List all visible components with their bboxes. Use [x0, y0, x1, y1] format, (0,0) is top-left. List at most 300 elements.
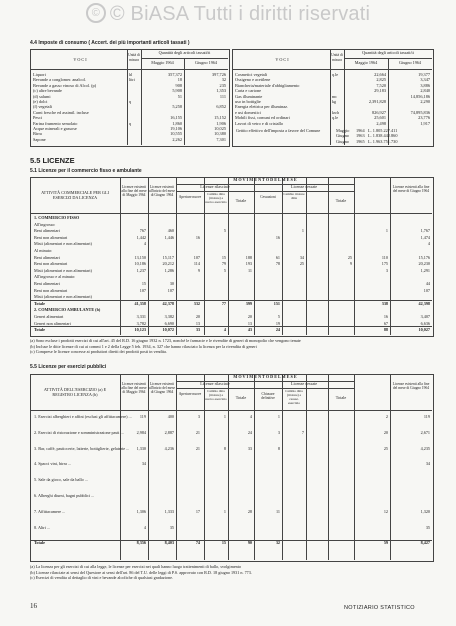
row-value: 1,474 — [420, 234, 430, 240]
item-may: 16,155 — [170, 115, 182, 121]
row-value: 2,671 — [420, 429, 430, 435]
row-value: 15 — [221, 540, 226, 546]
row-value: 1,442 — [136, 234, 146, 240]
row-label: Al minuto: — [34, 248, 53, 253]
gettito-year: 1964 — [356, 128, 365, 133]
row-value: 3 — [277, 429, 280, 435]
header-voci-left: V O C I — [73, 57, 87, 62]
row-value: 33 — [195, 327, 200, 333]
header-totale2: Totale — [335, 395, 347, 400]
gettito-value: L. 1.838.442.860 — [368, 133, 398, 139]
row-value: 74 — [195, 540, 200, 546]
header-maggio-right: Maggio 1964 — [354, 60, 378, 65]
row-value: 7 — [301, 429, 304, 435]
row-value: 1,306 — [136, 508, 146, 514]
item-may: 7,520 — [376, 82, 386, 88]
row-value: 20,212 — [162, 261, 174, 267]
section-44-title: 4.4 Imposte di consumo ( Accert. dei più importanti articoli tassati ) — [30, 40, 190, 46]
row-value: 77 — [221, 300, 226, 306]
row-value: 767 — [139, 228, 146, 234]
column-rule — [306, 374, 307, 560]
gettito-value: L. 1.805.227.411 — [368, 128, 398, 133]
row-value: 2 — [385, 414, 388, 419]
item-jun: 1,906 — [216, 120, 226, 126]
row-value: 12 — [383, 508, 388, 514]
row-value: 6,636 — [420, 320, 430, 326]
row-value: 10,027 — [418, 327, 430, 333]
row-value: 1 — [385, 228, 388, 234]
row-value: 8,356 — [136, 540, 146, 546]
row-value: 1,446 — [164, 234, 174, 240]
row-value: 5 — [223, 267, 226, 273]
item-label: Ossigeno e acetilene — [235, 77, 271, 83]
item-label: Energia elettrica per illuminaz. — [235, 104, 289, 110]
header-rule — [176, 191, 354, 192]
row-value: 79 — [221, 261, 226, 267]
header-quantita-left: Quantità degli articoli tassati/ti — [158, 50, 211, 55]
section-51-subtitle: 5.1 Licenze per il commercio fisso e ambulante — [30, 168, 142, 174]
row-label: All'ingrosso: — [34, 221, 56, 227]
row-value: 1 — [277, 414, 280, 419]
row-value: 43 — [247, 327, 252, 333]
row-value: 119 — [139, 414, 146, 419]
item-label: Birra — [33, 131, 42, 137]
header-rule — [30, 213, 432, 214]
row-value: 16 — [275, 234, 280, 240]
row-value: 42,378 — [162, 300, 174, 306]
row-label: Totale — [34, 300, 46, 306]
row-value: 1 — [301, 228, 304, 234]
item-may: 25,601 — [374, 115, 386, 121]
column-rule — [306, 177, 307, 335]
item-label: Mobili fissi, comuni ed ordinari — [235, 115, 290, 121]
row-value: 32 — [275, 540, 280, 546]
item-may: 29,183 — [374, 88, 386, 94]
footnote: (c) Esercizi di vendita al dettaglio di vini e bevande alcoliche di qualsiasi gradazione. — [30, 575, 174, 581]
item-may: 2,262 — [172, 136, 182, 142]
header-giugno-right: Giugno 1964 — [399, 60, 421, 65]
row-value: 193 — [245, 261, 252, 267]
gettito-year: 1965 — [356, 138, 365, 144]
header-voci-right: V O C I — [275, 57, 289, 62]
header-cambio2: Cambio ditta (titolare) e cessaz. esercizio — [285, 389, 303, 405]
item-jun: 3,347 — [420, 77, 430, 83]
header-aperture: Aperture nuove — [178, 195, 202, 199]
row-value: 11 — [247, 267, 252, 273]
row-label: 8. Altri ... — [34, 524, 51, 530]
row-value: 188 — [245, 254, 252, 260]
row-value: 88 — [383, 327, 388, 333]
row-value: 107 — [139, 287, 146, 293]
row-value: 4 — [143, 524, 146, 530]
row-label: 2. Esercizi di ristorazione e somministrazione pasti ... — [34, 429, 124, 435]
row-value: 1,767 — [420, 228, 430, 234]
column-rule — [390, 374, 391, 560]
row-value: 4 — [223, 327, 226, 333]
item-jun: 1,917 — [420, 120, 430, 126]
row-value: 20 — [247, 314, 252, 319]
row-value: 61 — [275, 254, 280, 260]
column-rule — [254, 177, 255, 335]
row-value: 41,358 — [134, 300, 146, 306]
row-value: 4 — [427, 241, 430, 247]
row-value: 25 — [347, 254, 352, 260]
row-value: 20 — [383, 429, 388, 435]
item-unit: q.le — [332, 115, 339, 121]
page-number: 16 — [30, 602, 37, 610]
item-may: 5,258 — [172, 104, 182, 110]
item-jun: 111 — [219, 93, 226, 99]
row-label: Beni non alimentari — [34, 261, 68, 267]
item-may: 22,664 — [374, 72, 386, 77]
item-label: Acque minerali e gassose — [33, 126, 77, 131]
row-value: 16 — [195, 234, 200, 240]
header-cambio2: Cambio titolare ditta — [283, 192, 305, 200]
item-label: e usi domestici — [235, 109, 261, 115]
row-value: 28 — [247, 508, 252, 514]
row-value: 13 — [195, 320, 200, 326]
header-movimento: M O V I M E N T O D E L M E S E — [233, 177, 297, 182]
item-may: 826,927 — [372, 109, 386, 115]
row-value: 2,887 — [164, 429, 174, 435]
watermark — [0, 3, 456, 26]
item-jun: 397,726 — [212, 72, 226, 77]
row-value: 4 — [143, 241, 146, 247]
header-quantita-right: Quantità degli articoli tassati/ti — [362, 50, 414, 55]
row-label: Totale — [34, 540, 46, 546]
gettito-period: Giugno — [336, 133, 349, 139]
header-cessate: Licenze cessate — [290, 381, 318, 386]
copyright-icon: © — [86, 3, 106, 23]
row-value: 34 — [141, 461, 146, 467]
column-rule — [354, 177, 355, 335]
row-value: 4 — [249, 414, 252, 419]
row-value: 13 — [247, 320, 252, 326]
row-value: 5 — [223, 228, 226, 234]
header-totale: Totale — [235, 395, 247, 400]
footnote: (b) Licenze rilasciate ai sensi del Questore ai sensi dell'art. 86 del T.U. delle leggi di P.S. approvato con R.D. 18 giugno 1931 n. 773. — [30, 569, 252, 575]
item-may: 2,391,828 — [368, 99, 386, 104]
column-rule — [228, 374, 229, 560]
row-value: 21 — [195, 429, 200, 435]
row-value: 34 — [425, 461, 430, 467]
watermark-text: © BiASA Tutti i diritti riservati — [109, 3, 371, 25]
row-value: 114 — [193, 261, 200, 267]
row-value: 8,403 — [164, 540, 174, 546]
item-may: 908 — [175, 82, 182, 88]
item-jun: 10,025 — [214, 126, 226, 131]
row-value: 15,176 — [418, 254, 430, 260]
row-value: 399 — [245, 300, 252, 306]
header-esistenti: Licenze esistenti alla fine del mese di Maggio 1964 — [121, 382, 147, 395]
row-value: 90 — [247, 540, 252, 546]
header-attivita: ATTIVITÀ COMMERCIALE PER GLI ESERCIZI DA LICENZA — [41, 190, 109, 200]
column-rule — [204, 374, 205, 560]
item-label: Carta e cartone — [235, 88, 262, 94]
row-value: 9 — [349, 261, 352, 267]
item-label: Bevande a conglomer. analcol. — [33, 77, 86, 83]
gettito-value: L. 1.963.751.730 — [368, 138, 398, 144]
item-label: Biancheria/materiale d'abbigliamento — [235, 82, 300, 88]
row-label: Beni non alimentari — [34, 287, 68, 293]
row-value: 20 — [195, 314, 200, 319]
row-value: 16 — [383, 314, 388, 319]
gettito-period: Giugno — [336, 138, 349, 144]
header-aperture: Aperture nuove — [178, 392, 202, 396]
header-cambio: Cambio ditta (titolare) e nuovo esercizio — [205, 389, 227, 401]
item-jun: 14,856,186 — [410, 93, 430, 99]
row-value: 107 — [167, 287, 174, 293]
column-rule — [254, 374, 255, 560]
footnote: (a) Sono escluse i prodotti esercizi di cui all'art. 45 del R.D. 16 giugno 1932 n. 1723, nonché le farmacie e le rivendite di generi di monopolio che vengono tenute — [30, 338, 301, 343]
item-jun: 2,290 — [420, 99, 430, 104]
row-value: 1,291 — [420, 267, 430, 273]
header-rilasciate: Licenze rilasciate — [200, 381, 230, 386]
row-value: 44 — [425, 281, 430, 286]
row-value: 10,186 — [134, 261, 146, 267]
row-value: 4,235 — [420, 445, 430, 451]
header-fine: Licenze esistenti alla fine del mese di Giugno 1964 — [392, 382, 430, 391]
header-rilasciate: Licenze rilasciate — [200, 184, 230, 189]
row-value: 42,398 — [418, 300, 430, 306]
row-value: 8,427 — [420, 540, 430, 546]
row-value: 11 — [275, 508, 280, 514]
item-jun: 19,377 — [418, 72, 430, 77]
row-label: 6. Alberghi diurni, bagni pubblici ... — [34, 493, 95, 498]
row-value: 10,072 — [162, 327, 174, 333]
row-value: 10,123 — [134, 327, 146, 333]
row-value: 24 — [275, 327, 280, 333]
row-value: 15,117 — [162, 254, 174, 260]
header-unita-left: Unità di misura — [128, 53, 140, 62]
header-cessazioni: Cessazioni — [260, 195, 276, 199]
header-attivita: ATTIVITÀ DELL'ESERCIZIO (a) E REGISTRO LICENZA (b) — [43, 387, 107, 397]
item-unit: hl — [129, 72, 133, 77]
item-jun: 32 — [221, 77, 226, 83]
row-value: 20,230 — [418, 261, 430, 267]
header-esist-giu: Licenze esistenti all'inizio del mese di Giugno 1964 — [149, 382, 175, 395]
header-unita-right: Unità di misura — [331, 53, 343, 62]
row-value: 1,237 — [136, 267, 146, 273]
column-rule — [328, 374, 329, 560]
row-label: Generi non alimentari — [34, 320, 71, 326]
header-rule — [30, 410, 432, 411]
item-label: Gas illuminante — [235, 93, 263, 99]
item-may: 5,908 — [172, 88, 182, 94]
gettito-year: 1963 — [356, 133, 365, 139]
column-rule — [390, 177, 391, 335]
header-movimento: M O V I M E N T O D E L M E S E — [233, 374, 297, 379]
item-may: 1,860 — [172, 120, 182, 126]
row-value: 6,690 — [164, 320, 174, 326]
row-value: 25 — [383, 445, 388, 451]
row-label: Totale — [34, 327, 46, 333]
row-value: 15 — [221, 254, 226, 260]
row-value: 15 — [141, 281, 146, 286]
row-value: 1,320 — [420, 508, 430, 514]
footnote: (b) Incluse le ditte licenze di cui ai commi 1 e 2 della Legge 5 feb. 1934, n. 327 che hanno rilasciato la licenza per la rivendita di generi — [30, 343, 257, 349]
item-may: 2,498 — [376, 120, 386, 126]
row-value: 59 — [383, 540, 388, 546]
item-label: Carni fresche ed assimil. incluse — [33, 109, 89, 115]
row-label: Generi alimentari — [34, 314, 64, 319]
item-label: Lavori di vetro e di cristallo — [235, 120, 284, 126]
row-value: 175 — [381, 261, 388, 267]
row-label: All'ingrosso e al minuto: — [34, 274, 76, 280]
item-label: Bevande a gasso vinoso di Alcol. (p) — [33, 82, 97, 88]
row-value: 3 — [385, 267, 388, 273]
row-value: 21 — [195, 445, 200, 451]
header-fine: Licenze esistenti alla fine del mese di Giugno 1964 — [392, 185, 430, 194]
item-label: (d) salumi — [33, 93, 51, 99]
header-cessate: Licenze cessate — [290, 184, 318, 189]
row-label: Misti (alimentari e non alimentari) — [34, 267, 92, 273]
item-may: 51 — [177, 93, 182, 99]
row-value: 119 — [423, 414, 430, 419]
item-label: (c) altre bevande — [33, 88, 62, 94]
row-label: 1. Esercizi alberghieri e affini (esclusi gli affittacamere) ... — [34, 414, 132, 419]
header-totale: Totale — [235, 198, 247, 203]
header-rule — [176, 388, 354, 389]
row-value: 25 — [299, 261, 304, 267]
row-label: 4. Spacci vini, birra ... — [34, 461, 72, 467]
row-value: 3,407 — [420, 314, 430, 319]
footnote: (a) La licenza per gli esercizi di cui alla legge, le licenze per esercizi nei quali hanno luogo trattenimenti di ballo, svolgimento — [30, 564, 242, 569]
row-value: 78 — [275, 261, 280, 267]
row-value: 107 — [423, 287, 430, 293]
item-unit: q — [129, 120, 132, 126]
column-rule — [148, 374, 149, 560]
item-label: Cosmetici vegetali — [235, 72, 268, 77]
row-value: 19 — [275, 320, 280, 326]
section-55-title: 5.5 LICENZE — [30, 156, 75, 165]
row-value: 30 — [169, 281, 174, 286]
header-maggio-left: Maggio 1964 — [151, 60, 174, 65]
row-value: 1,330 — [136, 445, 146, 451]
item-unit: mc — [332, 93, 338, 99]
row-value: 13,150 — [134, 254, 146, 260]
row-value: 17 — [195, 508, 200, 514]
header-cessazioni: Chiusure definitive — [261, 392, 275, 401]
gettito-period: Maggio — [336, 128, 350, 133]
item-unit: litri — [129, 77, 135, 83]
item-unit: kg — [332, 99, 337, 104]
row-value: 400 — [167, 414, 174, 419]
row-value: 9 — [197, 267, 200, 273]
total-rule — [30, 300, 432, 301]
row-value: 332 — [193, 300, 200, 306]
column-rule — [120, 374, 121, 560]
item-jun: 1,353 — [216, 88, 226, 94]
row-value: 338 — [381, 300, 388, 306]
item-may: 2,825 — [376, 77, 386, 83]
item-may: 18 — [177, 77, 182, 83]
item-label: Sapone — [33, 136, 46, 142]
journal-name: NOTIZIARIO STATISTICO — [344, 605, 415, 611]
item-label: (f) vegetali — [33, 104, 52, 110]
footnote: (c) Comprese le licenze concesse ai produttori diretti dei prodotti posti in vendita. — [30, 349, 167, 355]
row-label: 1. COMMERCIO FISSO — [34, 215, 80, 220]
item-label: Pesci — [33, 115, 43, 121]
item-may: 357,372 — [168, 72, 182, 77]
row-label: Beni alimentari — [34, 254, 60, 260]
item-jun: 15,152 — [214, 115, 226, 121]
row-value: 5 — [277, 314, 280, 319]
item-jun: 235 — [219, 82, 226, 88]
item-label: Farina frumento semolato — [33, 120, 78, 126]
item-unit: q.le — [332, 72, 339, 77]
row-value: 460 — [167, 228, 174, 234]
row-value: 151 — [273, 300, 280, 306]
row-value: 3 — [197, 414, 200, 419]
header-esist-giu: Licenze esistenti all'inizio del mese di Giugno 1964 — [149, 185, 175, 198]
item-jun: 7,301 — [216, 136, 226, 142]
column-rule — [354, 374, 355, 560]
row-value: 107 — [193, 254, 200, 260]
row-value: 1,333 — [164, 508, 174, 514]
row-value: 3,382 — [164, 314, 174, 319]
column-rule — [120, 177, 121, 335]
row-value: 67 — [383, 320, 388, 326]
item-jun: 6,852 — [216, 104, 226, 110]
item-may: 10,555 — [170, 131, 182, 137]
header-esistenti: Licenze esistenti alla fine del mese di Maggio 1964 — [121, 185, 147, 198]
item-label: (e) dolci — [33, 99, 48, 104]
row-label: 5. Sale da gioco, sale da ballo ... — [34, 477, 88, 483]
public-licenses-table — [30, 374, 434, 562]
row-label: Beni alimentari — [34, 281, 60, 286]
row-value: 8 — [223, 445, 226, 451]
row-value: 110 — [381, 254, 388, 260]
row-value: 2,984 — [136, 429, 146, 435]
total-rule — [30, 540, 432, 541]
row-label: 3. Bar, caffè, pasticcerie, latterie, bottiglierie, gelaterie ... — [34, 445, 130, 451]
row-label: Misti (alimentari e non alimentari) — [34, 294, 92, 300]
column-rule — [176, 374, 177, 560]
gettito-label: Gettito effettivo dell'imposta a favore del Comune — [236, 128, 321, 133]
row-value: 8 — [277, 445, 280, 451]
row-value: 1,286 — [164, 267, 174, 273]
item-jun: 10,380 — [214, 131, 226, 137]
item-label: uso in bottiglie — [235, 99, 261, 104]
column-rule — [148, 177, 149, 335]
row-label: Beni alimentari — [34, 228, 60, 234]
header-totale2: Totale — [335, 198, 347, 203]
row-value: 1 — [223, 508, 226, 514]
item-unit: q — [129, 99, 132, 104]
row-value: 3,782 — [136, 320, 146, 326]
total-rule — [30, 326, 432, 327]
row-label: 7. Affittacamere ... — [34, 508, 66, 514]
row-value: 24 — [247, 429, 252, 435]
item-may: 19,106 — [170, 126, 182, 131]
item-unit: kwh — [332, 109, 340, 115]
item-label: Liquori — [33, 72, 46, 77]
row-value: 34 — [299, 254, 304, 260]
item-jun: 2,840 — [420, 88, 430, 94]
row-value: 33 — [247, 445, 252, 451]
item-jun: 3,886 — [420, 82, 430, 88]
header-giugno-left: Giugno 1964 — [195, 60, 217, 65]
row-value: 35 — [169, 524, 174, 530]
section-55-subtitle: 5.5 Licenze per esercizi pubblici — [30, 364, 107, 370]
row-value: 1 — [223, 414, 226, 419]
row-label: Beni non alimentari — [34, 234, 68, 240]
row-value: 35 — [425, 524, 430, 530]
header-cambio: Cambio ditta (titolare) e nuovo esercizio — [205, 192, 227, 204]
row-label: 2. COMMERCIO AMBULANTE (b) — [34, 307, 101, 313]
row-value: 4,236 — [164, 445, 174, 451]
